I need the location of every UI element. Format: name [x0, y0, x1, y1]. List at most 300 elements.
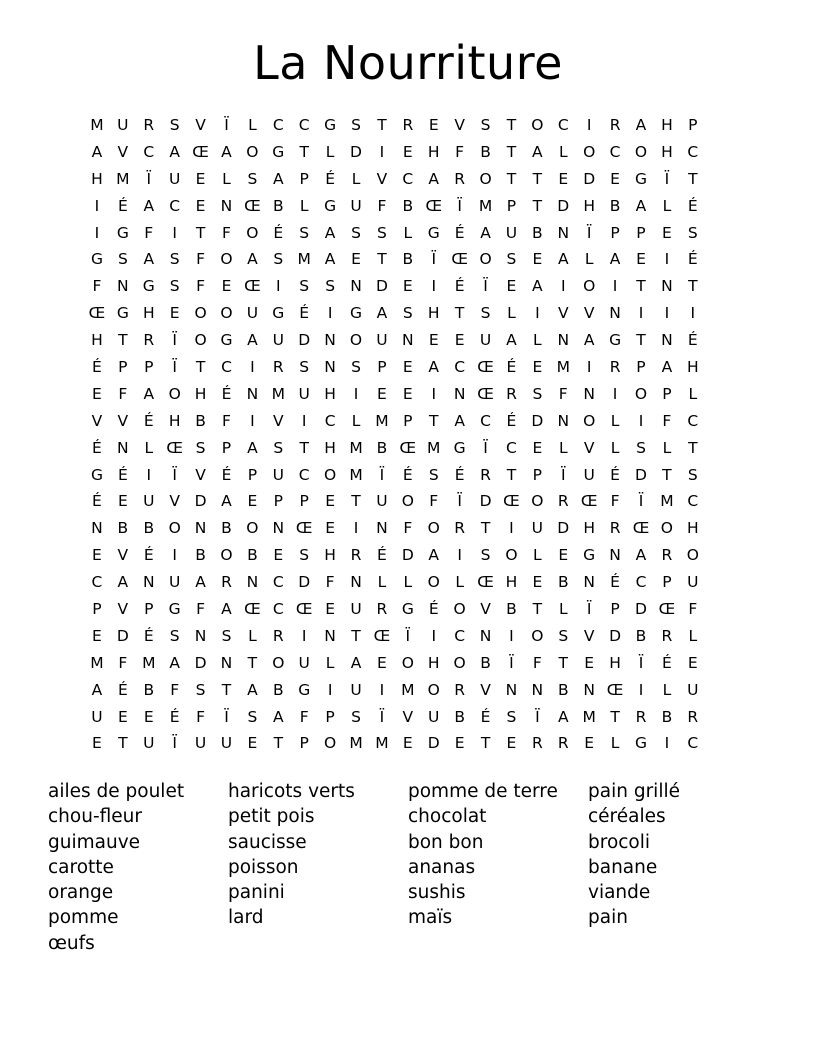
grid-letter: T	[662, 465, 672, 484]
grid-letter: I	[664, 304, 670, 323]
grid-letter: S	[351, 358, 361, 377]
grid-letter: S	[169, 116, 180, 134]
grid-letter: N	[246, 384, 259, 403]
grid-letter: G	[272, 142, 285, 161]
grid-letter: Œ	[477, 384, 494, 403]
grid-letter: P	[610, 223, 620, 242]
grid-row	[84, 677, 732, 704]
word-list-item: sushis	[408, 882, 466, 904]
grid-letter: D	[635, 600, 647, 619]
grid-letter: O	[246, 142, 259, 161]
grid-letter: A	[532, 277, 543, 296]
grid-letter: I	[664, 250, 670, 269]
grid-letter: E	[221, 277, 232, 296]
grid-letter: R	[480, 465, 491, 484]
word-list-item: ananas	[408, 856, 476, 878]
grid-letter: C	[143, 142, 155, 161]
grid-letter: H	[324, 546, 336, 565]
grid-letter: Ï	[146, 169, 152, 188]
grid-letter: S	[325, 277, 336, 296]
grid-letter: H	[427, 304, 440, 323]
grid-row	[84, 730, 732, 757]
grid-letter: B	[247, 546, 258, 565]
grid-letter: Ï	[379, 465, 385, 484]
grid-letter: L	[610, 438, 620, 457]
grid-letter: G	[427, 223, 440, 242]
grid-letter: I	[509, 626, 514, 645]
grid-letter: L	[558, 142, 568, 161]
grid-letter: R	[687, 707, 699, 726]
grid-letter: A	[376, 304, 388, 323]
grid-letter: S	[480, 116, 491, 134]
grid-letter: D	[609, 626, 622, 645]
grid-letter: S	[195, 680, 206, 699]
grid-letter: U	[246, 304, 259, 323]
word-list-item: poisson	[228, 856, 299, 878]
grid-letter: I	[94, 196, 100, 215]
grid-letter: N	[350, 573, 362, 592]
word-list-item: pomme	[48, 907, 119, 929]
grid-letter: I	[379, 142, 385, 161]
grid-letter: Ï	[172, 465, 177, 484]
grid-row	[84, 300, 732, 327]
grid-letter: V	[195, 116, 206, 134]
grid-letter: S	[169, 250, 180, 269]
grid-letter: E	[325, 600, 335, 619]
grid-letter: E	[558, 546, 569, 565]
grid-letter: S	[273, 250, 284, 269]
grid-letter: Ï	[664, 169, 670, 188]
grid-letter: C	[454, 626, 466, 645]
grid-letter: E	[169, 304, 180, 323]
grid-letter: I	[250, 358, 255, 377]
grid-letter: N	[220, 196, 233, 215]
grid-letter: E	[402, 358, 413, 377]
grid-row	[84, 273, 732, 300]
grid-letter: O	[168, 519, 181, 538]
grid-letter: I	[327, 304, 333, 323]
grid-letter: C	[91, 573, 103, 592]
grid-letter: P	[506, 196, 517, 215]
word-list-item: viande	[588, 882, 651, 904]
grid-letter: M	[90, 653, 104, 672]
grid-letter: C	[635, 573, 647, 592]
grid-letter: I	[638, 304, 644, 323]
grid-letter: D	[427, 734, 440, 753]
grid-letter: S	[351, 707, 361, 726]
grid-letter: L	[222, 169, 231, 188]
grid-letter: F	[196, 600, 206, 619]
grid-letter: U	[531, 519, 544, 538]
grid-letter: C	[169, 196, 181, 215]
grid-letter: R	[635, 707, 647, 726]
grid-letter: É	[610, 465, 620, 484]
grid-letter: E	[584, 653, 595, 672]
grid-letter: T	[480, 519, 491, 538]
grid-letter: G	[168, 600, 181, 619]
grid-letter: Œ	[451, 250, 468, 269]
grid-letter: T	[195, 358, 206, 377]
grid-letter: T	[195, 223, 206, 242]
grid-letter: Œ	[192, 142, 209, 161]
grid-letter: O	[427, 573, 440, 592]
grid-letter: M	[142, 653, 156, 672]
grid-letter: S	[402, 304, 413, 323]
grid-letter: R	[506, 384, 517, 403]
grid-letter: S	[299, 358, 310, 377]
grid-letter: Œ	[295, 519, 313, 538]
grid-letter: G	[116, 304, 129, 323]
grid-letter: I	[301, 626, 307, 645]
grid-letter: M	[349, 734, 363, 753]
word-list-item: haricots verts	[228, 781, 355, 802]
grid-letter: H	[661, 116, 673, 134]
grid-letter: A	[324, 223, 336, 242]
grid-letter: É	[299, 304, 310, 323]
grid-letter: V	[117, 142, 129, 161]
grid-letter: O	[427, 519, 440, 538]
grid-letter: U	[376, 492, 388, 511]
grid-letter: É	[687, 331, 698, 350]
grid-letter: M	[401, 680, 415, 699]
grid-letter: F	[403, 519, 413, 538]
grid-letter: O	[660, 519, 673, 538]
grid-letter: N	[246, 573, 259, 592]
grid-letter: G	[298, 680, 311, 699]
grid-letter: F	[118, 653, 128, 672]
grid-letter: S	[687, 223, 698, 242]
grid-letter: O	[272, 653, 285, 672]
grid-letter: N	[583, 573, 595, 592]
grid-letter: Œ	[503, 492, 520, 511]
grid-letter: E	[428, 331, 439, 350]
grid-letter: G	[583, 546, 596, 565]
grid-letter: I	[690, 304, 696, 323]
word-search-grid	[84, 112, 732, 757]
grid-letter: F	[222, 223, 231, 242]
grid-letter: I	[586, 116, 592, 134]
grid-letter: V	[583, 438, 595, 457]
grid-letter: E	[661, 223, 672, 242]
grid-letter: Ï	[535, 707, 540, 726]
grid-letter: G	[324, 116, 337, 134]
grid-letter: S	[687, 465, 698, 484]
grid-letter: O	[531, 492, 544, 511]
grid-letter: H	[686, 519, 699, 538]
grid-letter: I	[353, 519, 359, 538]
grid-letter: É	[221, 465, 232, 484]
grid-letter: L	[248, 116, 257, 134]
grid-letter: P	[247, 465, 258, 484]
grid-letter: E	[532, 438, 543, 457]
grid-letter: B	[609, 196, 621, 215]
grid-letter: C	[609, 142, 621, 161]
grid-letter: H	[661, 142, 673, 161]
grid-letter: C	[272, 600, 284, 619]
grid-letter: S	[377, 223, 387, 242]
word-list-item: maïs	[408, 907, 453, 929]
grid-letter: R	[402, 116, 414, 134]
grid-letter: N	[505, 680, 518, 699]
grid-letter: B	[143, 680, 155, 699]
grid-letter: A	[117, 573, 129, 592]
grid-letter: T	[506, 169, 517, 188]
grid-letter: S	[299, 223, 310, 242]
word-list-item: bon bon	[408, 831, 484, 853]
grid-letter: N	[272, 519, 285, 538]
grid-letter: D	[350, 142, 362, 161]
grid-letter: Ï	[483, 438, 488, 457]
grid-letter: C	[454, 358, 466, 377]
grid-letter: L	[144, 438, 154, 457]
grid-letter: L	[403, 223, 413, 242]
grid-letter: T	[247, 653, 258, 672]
grid-letter: A	[247, 438, 258, 457]
grid-letter: D	[298, 573, 311, 592]
grid-letter: I	[612, 277, 618, 296]
grid-letter: B	[272, 196, 284, 215]
grid-letter: B	[195, 546, 206, 565]
grid-row	[84, 650, 732, 677]
grid-letter: L	[662, 438, 672, 457]
word-list-item: saucisse	[228, 831, 307, 853]
grid-letter: V	[195, 465, 206, 484]
grid-letter: E	[117, 492, 128, 511]
grid-letter: C	[687, 734, 699, 753]
grid-letter: Ï	[638, 653, 644, 672]
grid-letter: N	[350, 277, 362, 296]
grid-letter: A	[221, 492, 232, 511]
grid-letter: P	[299, 169, 309, 188]
grid-letter: N	[324, 358, 336, 377]
grid-letter: I	[94, 223, 100, 242]
grid-letter: É	[377, 546, 387, 565]
grid-letter: T	[299, 438, 309, 457]
grid-letter: Ï	[483, 277, 488, 296]
grid-letter: Œ	[658, 600, 676, 619]
grid-letter: É	[402, 465, 413, 484]
grid-letter: F	[558, 384, 568, 403]
grid-letter: C	[557, 116, 569, 134]
grid-letter: U	[583, 465, 595, 484]
grid-letter: I	[509, 519, 514, 538]
grid-letter: V	[169, 492, 180, 511]
grid-letter: O	[453, 600, 466, 619]
grid-letter: P	[144, 600, 154, 619]
grid-letter: É	[117, 196, 128, 215]
grid-letter: V	[117, 600, 129, 619]
grid-letter: M	[427, 438, 441, 457]
grid-letter: R	[557, 734, 569, 753]
grid-letter: L	[558, 438, 568, 457]
grid-letter: E	[92, 734, 102, 753]
grid-letter: F	[222, 411, 231, 430]
grid-letter: O	[220, 250, 233, 269]
grid-letter: G	[142, 277, 155, 296]
word-list-item: pain	[588, 907, 628, 929]
grid-letter: G	[220, 331, 233, 350]
grid-letter: A	[480, 223, 491, 242]
grid-letter: P	[92, 600, 102, 619]
grid-letter: D	[194, 492, 207, 511]
grid-letter: P	[636, 358, 646, 377]
grid-row	[84, 623, 732, 650]
grid-letter: M	[556, 358, 570, 377]
grid-letter: A	[557, 250, 569, 269]
grid-letter: A	[247, 680, 258, 699]
grid-letter: U	[220, 734, 233, 753]
grid-letter: É	[273, 223, 284, 242]
grid-letter: V	[583, 626, 595, 645]
grid-letter: N	[117, 277, 129, 296]
grid-letter: T	[429, 411, 439, 430]
grid-letter: T	[118, 331, 128, 350]
grid-letter: P	[325, 707, 335, 726]
grid-letter: Ï	[509, 653, 514, 672]
grid-letter: V	[583, 304, 595, 323]
grid-letter: E	[558, 169, 569, 188]
grid-letter: V	[557, 304, 569, 323]
grid-letter: A	[221, 600, 232, 619]
grid-letter: T	[454, 304, 465, 323]
grid-letter: U	[376, 331, 388, 350]
grid-letter: É	[325, 169, 335, 188]
grid-letter: N	[324, 626, 336, 645]
grid-letter: Œ	[295, 600, 313, 619]
grid-letter: I	[379, 680, 385, 699]
grid-letter: T	[532, 600, 543, 619]
grid-letter: P	[118, 358, 128, 377]
grid-letter: R	[143, 331, 155, 350]
grid-letter: N	[194, 519, 207, 538]
grid-letter: L	[351, 169, 361, 188]
grid-letter: O	[246, 223, 259, 242]
grid-letter: H	[427, 142, 440, 161]
grid-letter: T	[377, 250, 387, 269]
grid-letter: B	[221, 519, 232, 538]
grid-letter: Œ	[580, 492, 598, 511]
grid-letter: U	[168, 573, 181, 592]
grid-letter: T	[299, 142, 309, 161]
grid-letter: O	[349, 331, 363, 350]
grid-letter: A	[272, 707, 284, 726]
grid-letter: G	[634, 169, 647, 188]
grid-letter: Ï	[586, 600, 592, 619]
grid-letter: F	[196, 277, 206, 296]
grid-letter: T	[377, 116, 387, 134]
grid-letter: Ï	[224, 116, 229, 134]
grid-letter: S	[169, 277, 180, 296]
grid-row	[84, 112, 732, 139]
grid-letter: É	[506, 411, 517, 430]
grid-letter: R	[272, 358, 284, 377]
grid-letter: I	[638, 680, 644, 699]
grid-letter: O	[479, 250, 492, 269]
grid-letter: A	[635, 196, 647, 215]
word-list-item: carotte	[48, 856, 114, 878]
grid-letter: O	[220, 304, 233, 323]
grid-letter: T	[688, 277, 698, 296]
grid-letter: C	[221, 358, 232, 377]
grid-letter: F	[662, 411, 672, 430]
grid-letter: A	[635, 116, 647, 134]
grid-letter: E	[402, 277, 413, 296]
grid-row	[84, 166, 732, 193]
grid-letter: C	[272, 573, 284, 592]
word-list-item: lard	[228, 907, 264, 929]
grid-letter: É	[454, 277, 465, 296]
grid-letter: O	[583, 277, 596, 296]
grid-letter: Ï	[405, 626, 411, 645]
grid-letter: O	[583, 142, 596, 161]
grid-letter: N	[557, 331, 570, 350]
grid-letter: E	[247, 734, 258, 753]
grid-letter: U	[687, 680, 699, 699]
grid-letter: U	[143, 734, 155, 753]
grid-letter: P	[144, 358, 154, 377]
grid-letter: D	[298, 331, 311, 350]
grid-letter: N	[324, 331, 336, 350]
grid-letter: A	[247, 250, 258, 269]
grid-letter: Ï	[172, 358, 177, 377]
grid-letter: Œ	[606, 680, 624, 699]
grid-letter: N	[479, 626, 492, 645]
grid-letter: I	[172, 223, 177, 242]
grid-letter: A	[583, 331, 595, 350]
grid-letter: É	[454, 465, 465, 484]
grid-letter: V	[480, 680, 491, 699]
grid-letter: R	[350, 546, 362, 565]
grid-letter: Œ	[477, 573, 494, 592]
grid-letter: I	[327, 680, 333, 699]
word-list-column	[588, 779, 768, 956]
grid-row	[84, 542, 732, 569]
grid-letter: G	[609, 331, 622, 350]
grid-letter: L	[403, 573, 413, 592]
grid-letter: R	[454, 169, 466, 188]
grid-letter: R	[609, 519, 621, 538]
grid-letter: I	[146, 465, 152, 484]
grid-letter: Œ	[166, 438, 183, 457]
word-list-item: brocoli	[588, 831, 651, 853]
grid-letter: U	[298, 653, 310, 672]
grid-letter: O	[479, 169, 492, 188]
grid-letter: N	[376, 519, 388, 538]
grid-letter: U	[687, 573, 699, 592]
grid-letter: C	[324, 411, 336, 430]
grid-letter: P	[299, 734, 309, 753]
grid-letter: B	[376, 438, 388, 457]
grid-letter: É	[169, 707, 180, 726]
grid-letter: F	[144, 223, 154, 242]
grid-letter: V	[376, 169, 388, 188]
grid-letter: A	[221, 142, 232, 161]
grid-letter: N	[583, 680, 595, 699]
grid-letter: E	[195, 169, 206, 188]
grid-letter: D	[401, 546, 414, 565]
grid-letter: H	[91, 331, 103, 350]
grid-letter: T	[221, 680, 232, 699]
grid-letter: P	[299, 492, 309, 511]
grid-letter: F	[377, 196, 387, 215]
grid-letter: N	[402, 331, 414, 350]
grid-letter: R	[454, 519, 466, 538]
grid-letter: O	[505, 546, 518, 565]
grid-letter: A	[195, 573, 206, 592]
grid-letter: B	[661, 707, 673, 726]
grid-letter: E	[195, 196, 206, 215]
grid-letter: M	[271, 384, 285, 403]
